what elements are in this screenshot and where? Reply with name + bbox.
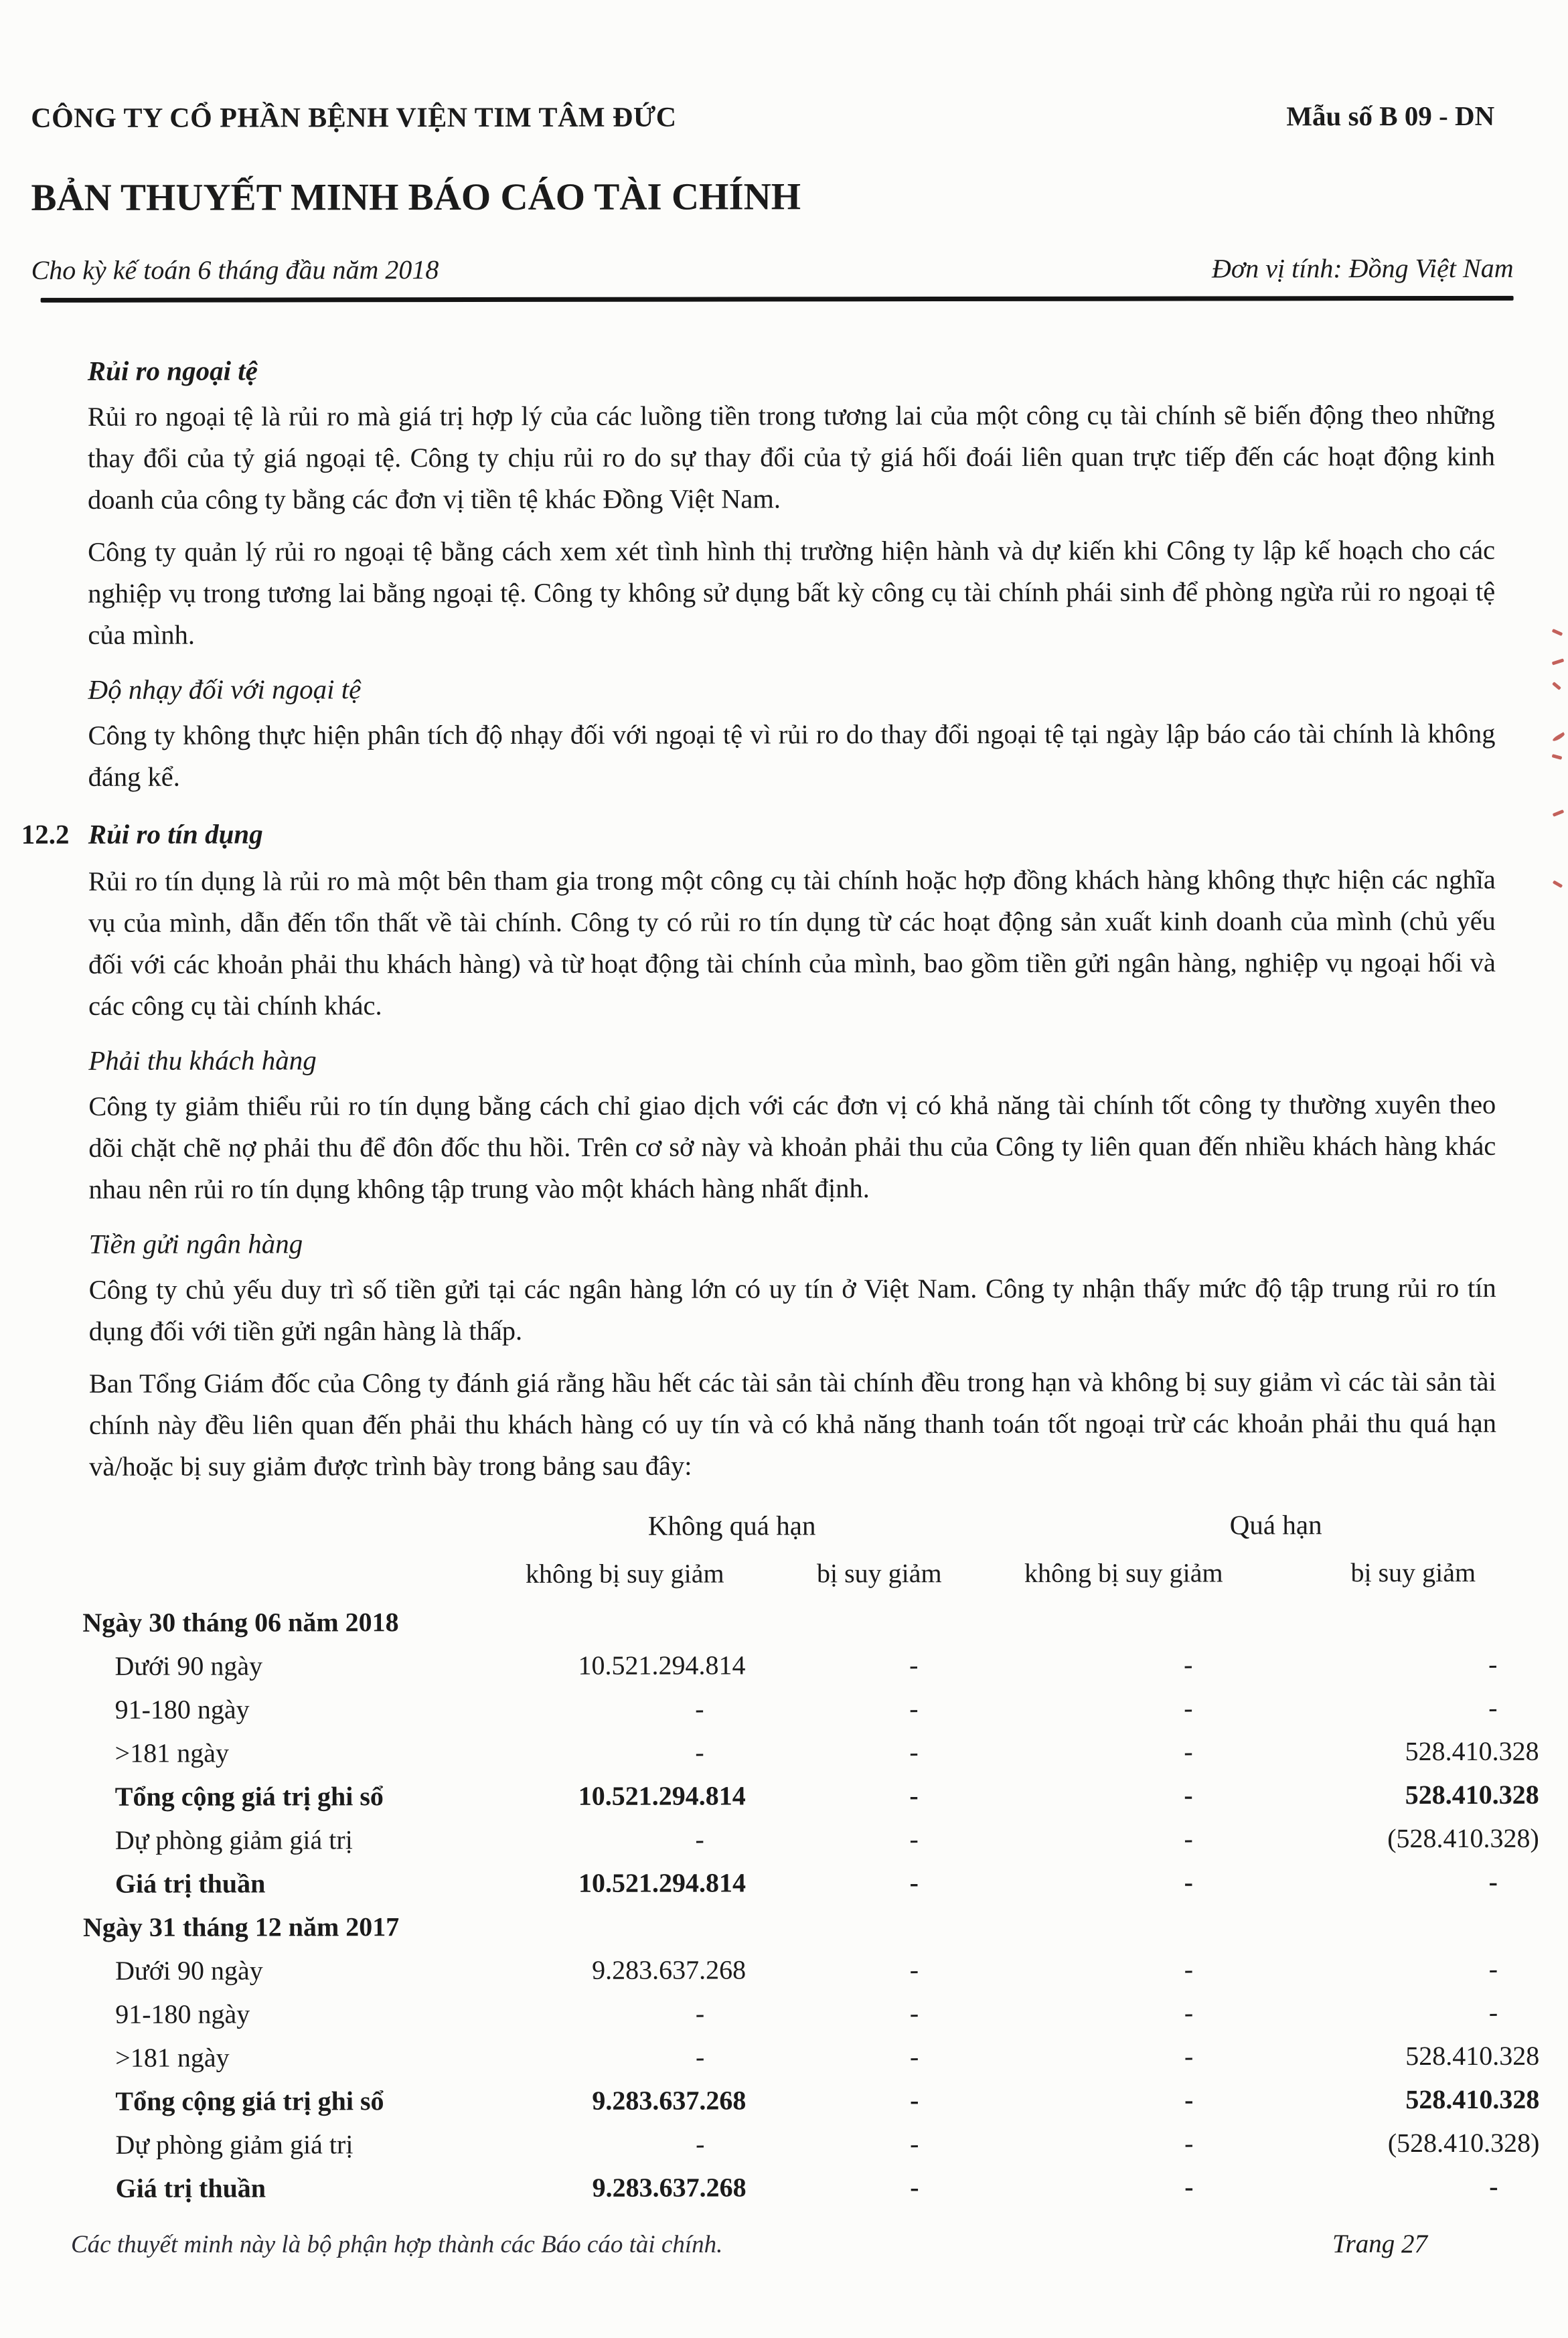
empty-value-dash: - (1488, 1997, 1498, 2027)
group-date-label: Ngày 31 tháng 12 năm 2017 (82, 1912, 400, 1942)
bank-deposits-paragraph-1: Công ty chủ yếu duy trì số tiền gửi tại các ngân hàng lớn có uy tín ở Việt Nam. Công ty nhận thấy mức độ tập trung rủi ro tín dụng đối với tiền gửi ngân hàng là thấp. (88, 1272, 1496, 1346)
amount-value: 528.410.328 (1405, 1779, 1539, 1810)
form-number: Mẫu số B 09 - DN (1286, 100, 1495, 132)
receivables-paragraph: Công ty giảm thiểu rủi ro tín dụng bằng cách chỉ giao dịch với các đơn vị có khả năng tài chính tốt công ty thường xuyên theo dõi chặt chẽ nợ phải thu để đôn đốc thu hồi. Trên cơ sở này và khoản phải thu của Công ty liên quan đến nhiều khách hàng khác nhau nên rủi ro tín dụng không tập trung vào một khách hàng nhất định. (88, 1089, 1496, 1204)
empty-value-dash: - (695, 1824, 704, 1855)
amount-value: 10.521.294.814 (578, 1867, 746, 1898)
row-label: 91-180 ngày (114, 1694, 250, 1725)
credit-risk-heading (21, 816, 1496, 850)
amount-value: 528.410.328 (1405, 2040, 1540, 2072)
empty-value-dash: - (1184, 1997, 1194, 2028)
empty-value-dash: - (1184, 1823, 1193, 1854)
empty-value-dash: - (909, 1693, 919, 1724)
row-label: Giá trị thuần (115, 2173, 266, 2203)
empty-value-dash: - (695, 1737, 704, 1768)
page-header (0, 0, 1568, 303)
table-row (83, 1822, 1539, 1868)
table-row (83, 1692, 1497, 1737)
company-name: CÔNG TY CỔ PHẦN BỆNH VIỆN TIM TÂM ĐỨC (31, 102, 677, 134)
empty-value-dash: - (1488, 1866, 1498, 1897)
row-label: Dưới 90 ngày (114, 1650, 263, 1681)
table-row (83, 2127, 1540, 2173)
empty-value-dash: - (910, 2085, 919, 2116)
empty-value-dash: - (1488, 1953, 1498, 1984)
table-group-date-row (82, 1605, 1496, 1650)
currency-unit: Đơn vị tính: Đồng Việt Nam (1211, 252, 1514, 284)
table-row (82, 1648, 1496, 1694)
empty-value-dash: - (1184, 2171, 1194, 2202)
aging-table-body (82, 1605, 1540, 2216)
page-number: Trang 27 (1332, 2230, 1427, 2258)
credit-risk-paragraph: Rủi ro tín dụng là rủi ro mà một bên tham gia trong một công cụ tài chính hoặc hợp đồng khách hàng không thực hiện các nghĩa vụ của mình, dẫn đến tổn thất về tài chính. Công ty có rủi ro tín dụng từ các hoạt động sản xuất kinh doanh của mình (chủ yếu đối với các khoản phải thu khách hàng) và từ hoạt động tài chính của mình, bao gồm tiền gửi ngân hàng, nghiệp vụ ngoại hối và các công cụ tài chính khác. (88, 864, 1496, 1021)
empty-value-dash: - (1488, 1648, 1498, 1679)
amount-value: 528.410.328 (1405, 1735, 1539, 1767)
table-group-header-row (109, 1508, 1523, 1559)
empty-value-dash: - (909, 1867, 919, 1898)
empty-value-dash: - (1184, 2084, 1194, 2115)
empty-value-dash: - (909, 1824, 919, 1855)
fx-risk-paragraph-2: Công ty quản lý rủi ro ngoại tệ bằng cách xem xét tình hình thị trường hiện hành và dự kiến khi Công ty lập kế hoạch cho các nghiệp vụ trong tương lai bằng ngoại tệ. Công ty không sử dụng bất kỳ công cụ tài chính phái sinh để phòng ngừa rủi ro ngoại tệ của mình. (88, 534, 1496, 650)
group-date-label: Ngày 30 tháng 06 năm 2018 (82, 1607, 399, 1638)
col-header-not-impaired-1: không bị suy giảm (525, 1558, 724, 1589)
empty-value-dash: - (910, 2128, 919, 2159)
accounting-period: Cho kỳ kế toán 6 tháng đầu năm 2018 (31, 254, 439, 285)
receivables-aging-table (82, 1508, 1540, 2216)
amount-value: (528.410.328) (1387, 2127, 1540, 2159)
empty-value-dash: - (695, 1998, 705, 2029)
amount-value: 10.521.294.814 (578, 1650, 746, 1681)
empty-value-dash: - (696, 2128, 705, 2159)
row-label: Dưới 90 ngày (115, 1955, 263, 1986)
bank-deposits-heading: Tiền gửi ngân hàng (88, 1228, 303, 1259)
row-label: >181 ngày (114, 1737, 229, 1768)
amount-value: 528.410.328 (1405, 2084, 1540, 2115)
empty-value-dash: - (695, 1693, 704, 1724)
empty-value-dash: - (695, 2041, 705, 2072)
empty-value-dash: - (1184, 1649, 1193, 1680)
empty-value-dash: - (1184, 1736, 1193, 1767)
empty-value-dash: - (909, 2041, 919, 2072)
section-title: Rủi ro tín dụng (88, 818, 263, 850)
col-header-impaired-2: bị suy giảm (1350, 1557, 1476, 1588)
row-label: Dự phòng giảm giá trị (115, 2129, 354, 2160)
empty-value-dash: - (909, 1998, 919, 2029)
page-footer (0, 2229, 1568, 2259)
table-group-date-row (83, 1910, 1497, 1955)
fx-risk-heading: Rủi ro ngoại tệ (87, 355, 258, 386)
empty-value-dash: - (909, 1954, 919, 1985)
empty-value-dash: - (1184, 1693, 1193, 1723)
receivables-heading: Phải thu khách hàng (88, 1044, 317, 1076)
section-number: 12.2 (21, 818, 70, 850)
empty-value-dash: - (909, 1650, 919, 1681)
table-row (83, 1953, 1497, 1999)
table-row (83, 2040, 1540, 2086)
row-label: Giá trị thuần (114, 1868, 266, 1899)
empty-value-dash: - (1184, 2128, 1194, 2159)
empty-value-dash: - (1184, 1867, 1193, 1897)
group-header-overdue: Quá hạn (1229, 1509, 1322, 1541)
table-row (83, 1779, 1539, 1824)
amount-value: 10.521.294.814 (578, 1780, 746, 1811)
footer-note: Các thuyết minh này là bộ phận hợp thành các Báo cáo tài chính. (71, 2231, 723, 2258)
notes-body (1, 301, 1568, 2216)
fx-sensitivity-paragraph: Công ty không thực hiện phân tích độ nhạy đối với ngoại tệ vì rủi ro do thay đổi ngoại tệ tại ngày lập báo cáo tài chính là không đáng kể. (88, 718, 1496, 792)
empty-value-dash: - (910, 2172, 919, 2203)
table-row (83, 1735, 1539, 1781)
amount-value: (528.410.328) (1387, 1822, 1539, 1854)
table-row (84, 2171, 1498, 2216)
row-label: >181 ngày (115, 2042, 230, 2073)
table-row (83, 1866, 1497, 1912)
row-label: 91-180 ngày (115, 1999, 250, 2029)
empty-value-dash: - (1489, 2171, 1498, 2201)
amount-value: 9.283.637.268 (592, 1954, 747, 1985)
table-row (83, 1997, 1497, 2042)
bank-deposits-paragraph-2: Ban Tổng Giám đốc của Công ty đánh giá rằng hầu hết các tài sản tài chính đều trong hạn và không bị suy giảm vì các tài sản tài chính này đều liên quan đến phải thu khách hàng có uy tín và có khả năng thanh toán tốt ngoại trừ các khoản phải thu quá hạn và/hoặc bị suy giảm được trình bày trong bảng sau đây: (88, 1366, 1497, 1482)
fx-sensitivity-heading: Độ nhạy đối với ngoại tệ (88, 674, 362, 705)
fx-risk-paragraph-1: Rủi ro ngoại tệ là rủi ro mà giá trị hợp lý của các luồng tiền trong tương lai của một công cụ tài chính sẽ biến động theo những thay đổi của tỷ giá ngoại tệ. Công ty chịu rủi ro do sự thay đổi của tỷ giá hối đoái liên quan trực tiếp đến các hoạt động kinh doanh của công ty bằng các đơn vị tiền tệ khác Đồng Việt Nam. (87, 399, 1495, 515)
row-label: Dự phòng giảm giá trị (114, 1824, 353, 1855)
empty-value-dash: - (909, 1780, 919, 1811)
table-subheader-row (109, 1557, 1523, 1607)
empty-value-dash: - (909, 1737, 919, 1768)
document-title: BẢN THUYẾT MINH BÁO CÁO TÀI CHÍNH (31, 175, 801, 219)
group-header-not-overdue: Không quá hạn (647, 1510, 816, 1541)
amount-value: 9.283.637.268 (592, 2085, 747, 2116)
empty-value-dash: - (1184, 1954, 1194, 1984)
col-header-not-impaired-2: không bị suy giảm (1024, 1557, 1223, 1588)
empty-value-dash: - (1488, 1692, 1498, 1723)
table-row (83, 2084, 1540, 2129)
row-label: Tổng cộng giá trị ghi sổ (114, 1781, 384, 1812)
empty-value-dash: - (1184, 1780, 1193, 1810)
col-header-impaired-1: bị suy giảm (816, 1558, 942, 1589)
empty-value-dash: - (1184, 2041, 1194, 2072)
amount-value: 9.283.637.268 (592, 2172, 747, 2203)
row-label: Tổng cộng giá trị ghi sổ (115, 2086, 384, 2116)
